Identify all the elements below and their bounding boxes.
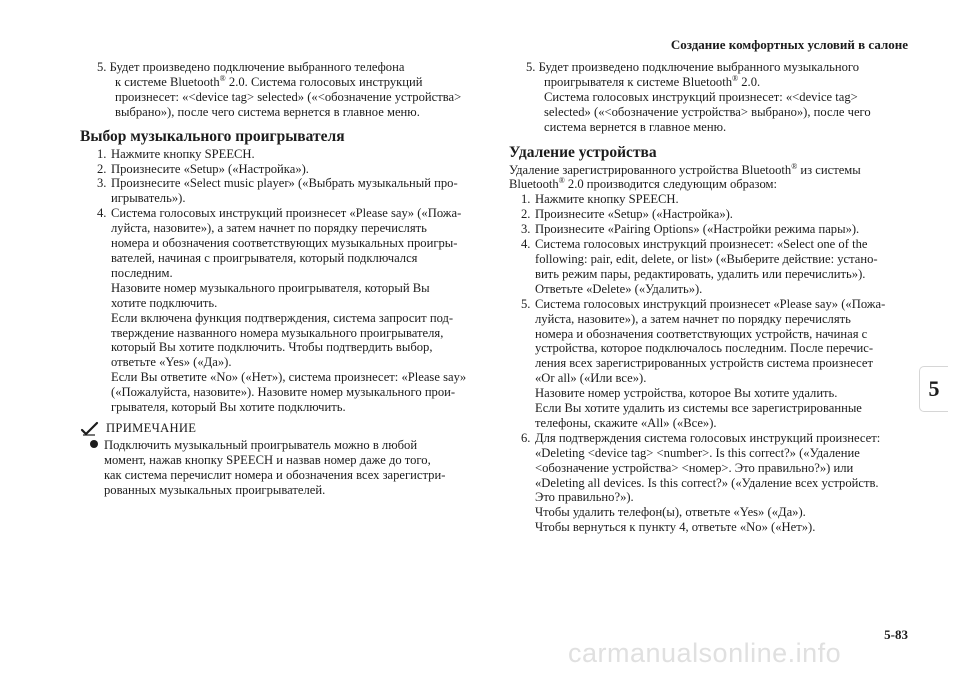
registered-mark: ®	[732, 73, 739, 83]
page-number: 5-83	[884, 627, 908, 642]
step-number: 1.	[521, 192, 531, 207]
watermark: carmanualsonline.info	[568, 638, 842, 668]
step-number: 2.	[521, 207, 531, 222]
numbered-step	[521, 207, 914, 222]
chapter-tab: 5	[919, 366, 948, 412]
text-line: Назовите номер музыкального проигрывателя, который Вы	[111, 280, 430, 295]
text-line: 1. Нажмите кнопку SPEECH.	[521, 192, 679, 207]
numbered-step	[521, 297, 914, 431]
text-line: последним.	[111, 265, 173, 280]
step-number: 4.	[97, 206, 107, 221]
left-steps-list	[80, 147, 490, 415]
note-header	[80, 421, 490, 437]
text-line: «Or all» («Или все»).	[535, 371, 647, 386]
registered-mark: ®	[558, 176, 565, 186]
right-step-5	[509, 60, 914, 135]
text-line: к системе Bluetooth® 2.0. Система голосовых инструкций	[115, 73, 423, 89]
right-column	[509, 60, 914, 535]
section-title-delete-device: Удаление устройства	[509, 143, 657, 161]
text-line: телефоны, скажите «All» («Все»).	[535, 415, 717, 430]
text-line: проигрывателя к системе Bluetooth® 2.0.	[544, 73, 761, 89]
numbered-step	[521, 431, 914, 535]
text-line: selected» («<обозначение устройства> выбрано»), после чего	[544, 104, 871, 119]
text-line: Ответьте «Delete» («Удалить»).	[535, 281, 703, 296]
text-line: вить режим пары, редактировать, удалить или перечислить»).	[535, 266, 866, 281]
text-line: 2. Произнесите «Setup» («Настройка»).	[521, 207, 733, 222]
note-body	[80, 438, 490, 498]
text-line: грывателя, который Вы хотите подключить.	[111, 400, 346, 415]
note-title: ПРИМЕЧАНИЕ	[106, 421, 197, 436]
text-line: 3. Произнесите «Pairing Options» («Настройки режима пары»).	[521, 222, 860, 237]
text-line: хотите подключить.	[111, 295, 218, 310]
text-line: 5. Будет произведено подключение выбранного музыкального	[526, 60, 860, 74]
text-line: ответьте «Yes» («Да»).	[111, 355, 232, 370]
registered-mark: ®	[219, 73, 226, 83]
text-line: который Вы хотите подключить. Чтобы подтвердить выбор,	[111, 340, 433, 355]
note-pencil-icon	[80, 421, 100, 437]
text-line: Bluetooth® 2.0 производится следующим образом:	[509, 176, 777, 192]
text-line: Удаление зарегистрированного устройства Bluetooth® из системы	[509, 161, 861, 177]
text-line: момент, нажав кнопку SPEECH и назвав номер даже до того,	[104, 452, 431, 467]
text-line: устройства, которое подключалось последним. После перечис-	[535, 341, 874, 356]
text-line: ления всех зарегистрированных устройств система произнесет	[535, 356, 873, 371]
intro-text	[509, 163, 914, 193]
step-number: 2.	[97, 161, 107, 176]
text-line: Подключить музыкальный проигрыватель можно в любой	[90, 438, 490, 453]
text-line: 4. Система голосовых инструкций произнесет «Please say» («Пожа-	[97, 206, 462, 221]
text-line: вателей, начиная с проигрывателя, который подключался	[111, 250, 418, 265]
step-number: 1.	[97, 146, 107, 161]
numbered-step	[97, 206, 490, 415]
text-line: «Deleting all devices. Is this correct?» («Удаление всех устройств.	[535, 475, 879, 490]
text-line: луйста, назовите»), а затем начнет по порядку перечислять	[111, 221, 427, 236]
numbered-step	[97, 176, 490, 206]
text-line: рованных музыкальных проигрывателей.	[104, 482, 326, 497]
text-line: «Deleting <device tag> <number>. Is this correct?» («Удаление	[535, 445, 860, 460]
section-title-music-player: Выбор музыкального проигрывателя	[80, 127, 345, 145]
right-steps-list	[509, 192, 914, 535]
text-line: Если Вы хотите удалить из системы все зарегистрированные	[535, 401, 862, 416]
numbered-step	[521, 237, 914, 297]
text-line: following: pair, edit, delete, or list» («Выберите действие: устано-	[535, 251, 878, 266]
text-line: номера и обозначения соответствующих устройств, начиная с	[535, 326, 868, 341]
left-step-5	[80, 60, 490, 120]
text-line: Если включена функция подтверждения, система запросит под-	[111, 310, 454, 325]
step-number: 3.	[97, 176, 107, 191]
step-number: 3.	[521, 222, 531, 237]
text-line: луйста, назовите»), а затем начнет по порядку перечислять	[535, 311, 851, 326]
text-line: Это правильно?»).	[535, 490, 634, 505]
text-line: 6. Для подтверждения система голосовых инструкций произнесет:	[521, 430, 881, 445]
text-line: как система перечислит номера и обозначения всех зарегистри-	[104, 467, 446, 482]
text-line: 2. Произнесите «Setup» («Настройка»).	[97, 161, 309, 176]
text-line: Назовите номер устройства, которое Вы хотите удалить.	[535, 386, 838, 401]
text-line: Чтобы вернуться к пункту 4, ответьте «No» («Нет»).	[535, 520, 816, 535]
bullet-icon	[90, 440, 98, 448]
numbered-step	[521, 222, 914, 237]
text-line: 4. Система голосовых инструкций произнесет: «Select one of the	[521, 237, 868, 252]
step-number: 4.	[521, 237, 531, 252]
numbered-step	[97, 162, 490, 177]
text-line: 3. Произнесите «Select music player» («Выбрать музыкальный про-	[97, 176, 458, 191]
text-line: выбрано»), после чего система вернется в главное меню.	[115, 104, 420, 119]
text-line: произнесет: «<device tag> selected» («<обозначение устройства>	[115, 89, 462, 104]
step-number: 5.	[521, 296, 531, 311]
text-line: номера и обозначения соответствующих музыкальных проигры-	[111, 236, 458, 251]
text-line: <обозначение устройства> <номер>. Это правильно?») или	[535, 460, 854, 475]
text-line: система вернется в главное меню.	[544, 119, 727, 134]
registered-mark: ®	[791, 161, 798, 171]
left-column	[80, 60, 490, 498]
step-number: 6.	[521, 430, 531, 445]
text-line: («Пожалуйста, назовите»). Назовите номер музыкального прои-	[111, 385, 456, 400]
numbered-step	[97, 147, 490, 162]
text-line: Если Вы ответите «No» («Нет»), система произнесет: «Please say»	[111, 370, 467, 385]
text-line: 5. Будет произведено подключение выбранного телефона	[97, 60, 405, 74]
text-line: игрыватель»).	[111, 191, 186, 206]
text-line: 5. Система голосовых инструкций произнесет «Please say» («Пожа-	[521, 296, 886, 311]
text-line: Система голосовых инструкций произнесет: «<device tag>	[544, 89, 858, 104]
text-line: 1. Нажмите кнопку SPEECH.	[97, 146, 255, 161]
text-line: тверждение названного номера музыкального проигрывателя,	[111, 325, 444, 340]
running-header: Создание комфортных условий в салоне	[670, 37, 908, 52]
numbered-step	[521, 192, 914, 207]
text-line: Чтобы удалить телефон(ы), ответьте «Yes» («Да»).	[535, 505, 806, 520]
